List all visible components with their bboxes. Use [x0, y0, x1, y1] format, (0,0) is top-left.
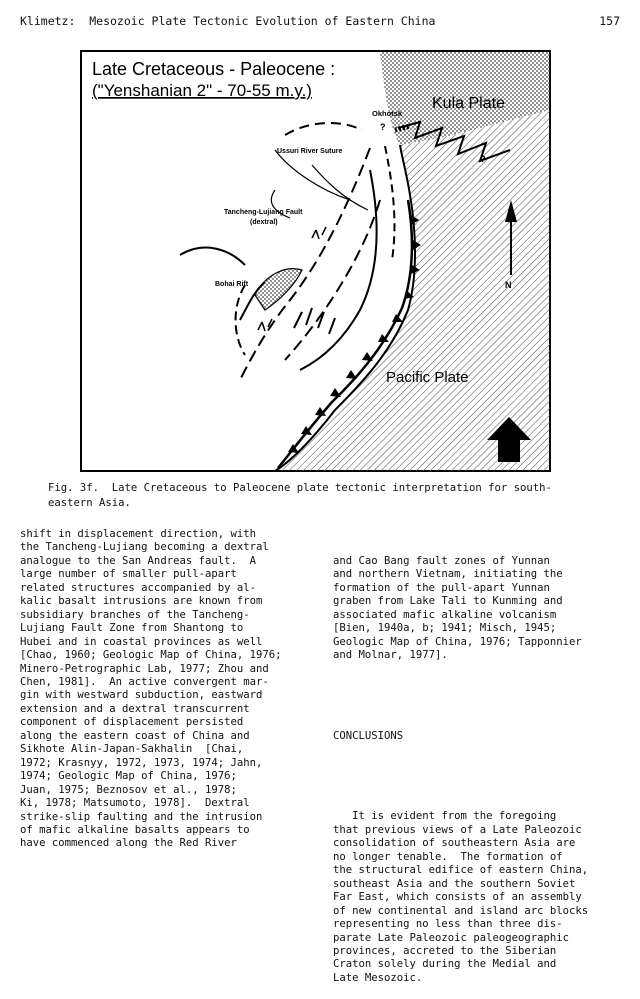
text-line: along the eastern coast of China and [20, 729, 250, 742]
text-line: 1972; Krasnyy, 1972, 1973, 1974; Jahn, [20, 756, 263, 769]
text-line: that previous views of a Late Paleozoic [333, 823, 582, 836]
text-line: provinces, accreted to the Siberian [333, 945, 557, 958]
okhotsk-label: Okhotsk [372, 109, 403, 118]
right-column [333, 528, 623, 999]
conclusions-heading: CONCLUSIONS [333, 729, 404, 742]
text-line: and northern Vietnam, initiating the [333, 568, 563, 581]
running-header [20, 14, 620, 32]
text-line: representing no less than three dis- [333, 918, 563, 931]
text-line: strike-slip faulting and the intrusion [20, 810, 263, 823]
right-paragraph-2 [333, 810, 623, 985]
text-line: [Chao, 1960; Geologic Map of China, 1976; [20, 649, 282, 662]
text-line: analogue to the San Andreas fault. A [20, 554, 256, 567]
text-line: Chen, 1981]. An active convergent mar- [20, 675, 269, 688]
text-line: shift in displacement direction, with [20, 528, 256, 540]
text-line: formation of the pull-apart Yunnan [333, 581, 550, 594]
text-line: no longer tenable. The formation of [333, 850, 563, 863]
text-line: large number of smaller pull-apart [20, 568, 237, 581]
text-line: of new continental and island arc blocks [333, 904, 589, 917]
text-line: Late Mesozoic. [333, 971, 423, 984]
left-column [20, 528, 308, 851]
dextral-label: (dextral) [250, 219, 278, 226]
tectonic-map [80, 50, 551, 472]
text-line: Far East, which consists of an assembly [333, 891, 582, 904]
text-line: subsidiary branches of the Tancheng- [20, 608, 250, 621]
text-line: Lujiang Fault Zone from Shantong to [20, 622, 244, 635]
bohai-label: Bohai Rift [215, 281, 249, 288]
text-line: parate Late Paleozoic paleogeographic [333, 931, 569, 944]
question-mark-kula: ? [480, 154, 486, 164]
text-line: It is evident from the foregoing [333, 810, 557, 823]
text-line: related structures accompanied by al- [20, 581, 256, 594]
text-line: graben from Lake Tali to Kunming and [333, 595, 563, 608]
text-line: have commenced along the Red River [20, 837, 237, 850]
text-line: the Tancheng-Lujiang becoming a dextral [20, 541, 269, 554]
text-line: associated mafic alkaline volcanism [333, 608, 557, 621]
text-line: 1974; Geologic Map of China, 1976; [20, 770, 237, 783]
text-line: Juan, 1975; Beznosov et al., 1978; [20, 783, 237, 796]
running-title: Klimetz: Mesozoic Plate Tectonic Evolution of Eastern China [20, 14, 436, 28]
text-line: Craton solely during the Medial and [333, 958, 557, 971]
text-line: Ki, 1978; Matsumoto, 1978]. Dextral [20, 797, 250, 810]
text-line: [Bien, 1940a, b; 1941; Misch, 1945; [333, 622, 557, 635]
text-line: consolidation of southeastern Asia are [333, 837, 576, 850]
caption-text: Fig. 3f. Late Cretaceous to Paleocene plate tectonic interpretation for south- eastern Asia. [48, 482, 552, 509]
tectonic-map-figure [80, 50, 551, 472]
ussuri-label: Ussuri River Suture [277, 148, 343, 155]
page-number: 157 [599, 14, 620, 28]
text-line: Minero-Petrographic Lab, 1977; Zhou and [20, 662, 269, 675]
figure-title-line2: ("Yenshanian 2" - 70-55 m.y.) [92, 81, 312, 100]
tancheng-label: Tancheng-Lujiang Fault [224, 209, 303, 216]
text-line: and Cao Bang fault zones of Yunnan [333, 554, 550, 567]
pacific-plate-label: Pacific Plate [386, 369, 469, 386]
text-line: Hubei and in coastal provinces as well [20, 635, 263, 648]
text-line: gin with westward subduction, eastward [20, 689, 263, 702]
text-line: the structural edifice of eastern China, [333, 864, 589, 877]
text-line: component of displacement persisted [20, 716, 244, 729]
north-label: N [505, 280, 512, 290]
right-paragraph-1 [333, 555, 623, 663]
text-line: southeast Asia and the southern Soviet [333, 877, 576, 890]
kula-plate-label: Kula Plate [432, 95, 505, 112]
text-line: Sikhote Alin-Japan-Sakhalin [Chai, [20, 743, 244, 756]
figure-title-line1: Late Cretaceous - Paleocene : [92, 59, 336, 79]
text-line: Geologic Map of China, 1976; Tapponnier [333, 635, 582, 648]
figure-caption [48, 481, 588, 511]
question-mark-okhotsk: ? [380, 122, 386, 132]
text-line: kalic basalt intrusions are known from [20, 595, 263, 608]
text-line: and Molnar, 1977]. [333, 649, 448, 662]
text-line: extension and a dextral transcurrent [20, 702, 250, 715]
text-line: of mafic alkaline basalts appears to [20, 823, 250, 836]
